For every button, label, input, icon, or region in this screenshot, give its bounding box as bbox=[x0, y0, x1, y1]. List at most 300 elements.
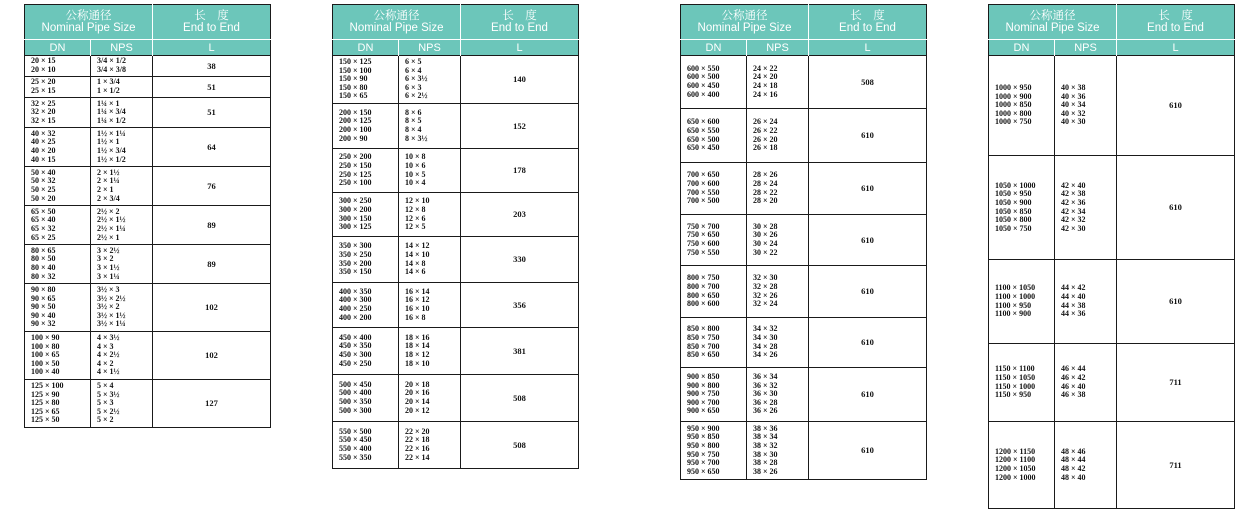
length-cn: 长 度 bbox=[850, 10, 885, 22]
dn-value: 450 × 300 bbox=[339, 350, 372, 359]
nps-value: 48 × 46 bbox=[1061, 446, 1086, 456]
dn-value: 50 × 20 bbox=[31, 193, 56, 203]
dn-value: 550 × 500 bbox=[339, 426, 372, 436]
dn-value: 750 × 550 bbox=[687, 247, 720, 257]
dn-value: 700 × 600 bbox=[687, 178, 720, 188]
dn-value: 400 × 200 bbox=[339, 312, 372, 322]
length-value: 610 bbox=[809, 163, 927, 215]
nominal-size-en: Nominal Pipe Size bbox=[1005, 22, 1100, 34]
nps-value: 38 × 32 bbox=[753, 440, 778, 450]
nps-value: 14 × 12 bbox=[405, 241, 430, 251]
table-row bbox=[333, 104, 579, 149]
table-row bbox=[25, 206, 271, 245]
nps-cell bbox=[399, 56, 461, 104]
dn-value: 80 × 50 bbox=[31, 254, 56, 264]
pipe-size-table-1 bbox=[24, 4, 271, 428]
table-row bbox=[25, 332, 271, 380]
nominal-size-en: Nominal Pipe Size bbox=[349, 22, 444, 34]
pipe-size-table-3 bbox=[680, 4, 927, 480]
nps-value: 44 × 38 bbox=[1061, 300, 1086, 310]
nps-value: 40 × 30 bbox=[1061, 117, 1086, 127]
dn-value: 150 × 65 bbox=[339, 91, 368, 101]
length-value: 610 bbox=[1117, 260, 1235, 344]
dn-value: 1150 × 1100 bbox=[995, 364, 1035, 374]
table-row bbox=[681, 215, 927, 266]
dn-value: 400 × 300 bbox=[339, 295, 372, 305]
nps-cell bbox=[747, 422, 809, 480]
nps-value: 48 × 44 bbox=[1061, 455, 1086, 465]
table-row bbox=[333, 237, 579, 283]
nps-value: 24 × 22 bbox=[753, 63, 778, 73]
dn-value: 500 × 400 bbox=[339, 388, 372, 398]
nps-value: 32 × 28 bbox=[753, 281, 778, 291]
dn-value: 600 × 450 bbox=[687, 81, 720, 90]
end-to-end-header bbox=[809, 5, 927, 40]
dn-cell bbox=[681, 56, 747, 109]
nps-cell bbox=[91, 98, 153, 128]
nps-column-header: NPS bbox=[91, 40, 153, 56]
nps-value: 26 × 18 bbox=[753, 143, 778, 153]
nps-value: 6 × 3 bbox=[405, 82, 422, 92]
nps-value: 5 × 3½ bbox=[97, 389, 120, 399]
dn-cell bbox=[25, 167, 91, 206]
nps-value: 34 × 28 bbox=[753, 341, 778, 351]
dn-cell bbox=[25, 98, 91, 128]
nps-value: 20 × 12 bbox=[405, 405, 430, 415]
nps-value: 8 × 4 bbox=[405, 125, 422, 134]
dn-value: 500 × 300 bbox=[339, 405, 372, 415]
dn-cell bbox=[681, 163, 747, 215]
dn-value: 1000 × 900 bbox=[995, 91, 1032, 101]
nps-value: 12 × 6 bbox=[405, 213, 426, 223]
dn-value: 350 × 250 bbox=[339, 249, 372, 259]
nps-value: 3 × 1½ bbox=[97, 263, 120, 272]
table-row bbox=[333, 283, 579, 328]
dn-value: 125 × 50 bbox=[31, 415, 60, 425]
dn-value: 80 × 40 bbox=[31, 263, 56, 272]
nominal-pipe-size-header bbox=[25, 5, 153, 40]
dn-cell bbox=[681, 266, 747, 318]
dn-cell bbox=[25, 77, 91, 98]
dn-value: 950 × 800 bbox=[687, 440, 720, 450]
dn-value: 100 × 40 bbox=[31, 367, 60, 377]
nps-value: 1½ × 1/2 bbox=[97, 154, 126, 164]
length-en: End to End bbox=[1147, 22, 1204, 34]
nps-value: 16 × 8 bbox=[405, 312, 426, 322]
nps-value: 42 × 34 bbox=[1061, 206, 1086, 216]
dn-value: 200 × 125 bbox=[339, 116, 372, 126]
nps-value: 6 × 2½ bbox=[405, 91, 428, 101]
nps-value: 42 × 32 bbox=[1061, 215, 1086, 225]
table-row bbox=[25, 77, 271, 98]
dn-value: 150 × 100 bbox=[339, 65, 372, 75]
dn-cell bbox=[333, 422, 399, 469]
length-value: 203 bbox=[461, 193, 579, 237]
dn-value: 600 × 400 bbox=[687, 89, 720, 99]
nps-column-header: NPS bbox=[1055, 40, 1117, 56]
nps-value: 14 × 6 bbox=[405, 267, 426, 277]
dn-cell bbox=[25, 380, 91, 428]
dn-value: 65 × 25 bbox=[31, 232, 56, 242]
dn-value: 90 × 40 bbox=[31, 310, 56, 320]
nps-value: 38 × 36 bbox=[753, 423, 778, 433]
nps-value: 42 × 38 bbox=[1061, 189, 1086, 199]
nps-value: 20 × 18 bbox=[405, 379, 430, 389]
nps-value: 3½ × 1¼ bbox=[97, 319, 126, 329]
nominal-size-en: Nominal Pipe Size bbox=[697, 22, 792, 34]
dn-value: 900 × 850 bbox=[687, 372, 720, 382]
nps-value: 38 × 30 bbox=[753, 449, 778, 459]
nps-value: 36 × 26 bbox=[753, 406, 778, 416]
nps-value: 2½ × 1½ bbox=[97, 215, 126, 225]
dn-value: 90 × 80 bbox=[31, 285, 56, 295]
nps-cell bbox=[399, 283, 461, 328]
nps-value: 1½ × 1 bbox=[97, 137, 120, 147]
dn-cell bbox=[681, 422, 747, 480]
dn-cell bbox=[333, 193, 399, 237]
nps-value: 48 × 42 bbox=[1061, 464, 1086, 473]
dn-value: 900 × 650 bbox=[687, 406, 720, 416]
dn-value: 850 × 750 bbox=[687, 332, 720, 342]
nps-value: 3½ × 1½ bbox=[97, 310, 126, 320]
dn-value: 950 × 850 bbox=[687, 432, 720, 442]
dn-cell bbox=[989, 56, 1055, 156]
nps-value: 36 × 30 bbox=[753, 389, 778, 399]
nps-value: 2½ × 1 bbox=[97, 232, 120, 242]
nps-cell bbox=[91, 284, 153, 332]
dn-value: 100 × 50 bbox=[31, 358, 60, 368]
dn-column-header: DN bbox=[681, 40, 747, 56]
nps-value: 20 × 16 bbox=[405, 388, 430, 398]
nps-cell bbox=[747, 109, 809, 163]
nps-value: 32 × 30 bbox=[753, 273, 778, 283]
nps-value: 26 × 20 bbox=[753, 134, 778, 144]
nps-value: 5 × 2½ bbox=[97, 406, 120, 416]
nps-cell bbox=[1055, 260, 1117, 344]
dn-value: 750 × 700 bbox=[687, 221, 720, 231]
length-value: 76 bbox=[153, 167, 271, 206]
table-row bbox=[681, 109, 927, 163]
length-value: 51 bbox=[153, 98, 271, 128]
nps-value: 24 × 16 bbox=[753, 89, 778, 99]
nps-value: 1 × 3/4 bbox=[97, 77, 120, 87]
length-column-header: L bbox=[153, 40, 271, 56]
dn-value: 250 × 150 bbox=[339, 160, 372, 170]
length-value: 711 bbox=[1117, 422, 1235, 509]
dn-value: 650 × 450 bbox=[687, 143, 720, 153]
table-row bbox=[989, 422, 1235, 509]
dn-value: 900 × 750 bbox=[687, 389, 720, 399]
nps-cell bbox=[91, 380, 153, 428]
length-column-header: L bbox=[461, 40, 579, 56]
dn-value: 550 × 400 bbox=[339, 444, 372, 453]
nps-cell bbox=[91, 206, 153, 245]
dn-value: 1050 × 1000 bbox=[995, 180, 1036, 190]
length-value: 711 bbox=[1117, 344, 1235, 422]
dn-value: 650 × 550 bbox=[687, 125, 720, 135]
dn-cell bbox=[681, 368, 747, 422]
nps-value: 30 × 24 bbox=[753, 239, 778, 248]
dn-value: 350 × 300 bbox=[339, 241, 372, 251]
dn-value: 600 × 550 bbox=[687, 63, 720, 73]
nps-value: 36 × 28 bbox=[753, 397, 778, 407]
nps-value: 22 × 14 bbox=[405, 452, 430, 462]
nps-value: 5 × 2 bbox=[97, 415, 114, 425]
nps-value: 42 × 40 bbox=[1061, 180, 1086, 190]
dn-column-header: DN bbox=[989, 40, 1055, 56]
nps-value: 3/4 × 1/2 bbox=[97, 56, 127, 66]
nps-value: 2 × 3/4 bbox=[97, 193, 120, 203]
nps-value: 1¼ × 1/2 bbox=[97, 115, 126, 125]
nps-value: 8 × 5 bbox=[405, 116, 422, 126]
nominal-pipe-size-header bbox=[681, 5, 809, 40]
dn-value: 300 × 150 bbox=[339, 213, 372, 223]
dn-value: 1050 × 850 bbox=[995, 206, 1032, 216]
dn-cell bbox=[333, 237, 399, 283]
nps-value: 4 × 1½ bbox=[97, 367, 120, 377]
nps-value: 44 × 36 bbox=[1061, 309, 1086, 319]
table-row bbox=[989, 56, 1235, 156]
dn-value: 50 × 40 bbox=[31, 167, 56, 177]
nps-value: 1 × 1/2 bbox=[97, 86, 120, 95]
dn-value: 80 × 65 bbox=[31, 245, 56, 255]
dn-value: 20 × 15 bbox=[31, 56, 56, 66]
nps-value: 38 × 26 bbox=[753, 466, 778, 476]
dn-cell bbox=[333, 283, 399, 328]
nps-value: 12 × 5 bbox=[405, 222, 426, 232]
length-value: 89 bbox=[153, 206, 271, 245]
nps-value: 44 × 42 bbox=[1061, 283, 1086, 293]
nps-value: 3 × 2½ bbox=[97, 245, 120, 255]
nps-value: 28 × 26 bbox=[753, 170, 778, 180]
nps-value: 10 × 6 bbox=[405, 160, 426, 170]
table-row bbox=[25, 56, 271, 77]
length-column-header: L bbox=[809, 40, 927, 56]
dn-value: 1100 × 900 bbox=[995, 309, 1032, 319]
nps-cell bbox=[91, 167, 153, 206]
length-en: End to End bbox=[491, 22, 548, 34]
pipe-size-table-2 bbox=[332, 4, 579, 469]
dn-cell bbox=[25, 56, 91, 77]
table-row bbox=[333, 149, 579, 193]
nps-value: 5 × 4 bbox=[97, 381, 114, 391]
dn-value: 65 × 32 bbox=[31, 224, 56, 233]
table-row bbox=[681, 368, 927, 422]
dn-value: 1100 × 1050 bbox=[995, 283, 1036, 293]
nps-value: 34 × 30 bbox=[753, 332, 778, 342]
dn-value: 250 × 100 bbox=[339, 178, 372, 188]
dn-value: 550 × 350 bbox=[339, 452, 372, 462]
dn-value: 40 × 20 bbox=[31, 146, 56, 155]
length-value: 51 bbox=[153, 77, 271, 98]
nps-value: 2½ × 1¼ bbox=[97, 224, 126, 233]
nominal-size-cn: 公称通径 bbox=[721, 10, 768, 22]
dn-value: 1050 × 900 bbox=[995, 197, 1032, 207]
dn-cell bbox=[333, 56, 399, 104]
dn-value: 100 × 80 bbox=[31, 341, 60, 351]
nps-value: 3½ × 3 bbox=[97, 285, 120, 295]
nps-value: 2½ × 2 bbox=[97, 206, 120, 216]
dn-value: 900 × 700 bbox=[687, 397, 720, 407]
nps-value: 46 × 44 bbox=[1061, 364, 1086, 374]
nps-value: 24 × 20 bbox=[753, 72, 778, 82]
nps-cell bbox=[91, 56, 153, 77]
dn-cell bbox=[333, 149, 399, 193]
nps-value: 30 × 26 bbox=[753, 230, 778, 240]
dn-value: 1200 × 1050 bbox=[995, 464, 1036, 473]
nps-value: 12 × 8 bbox=[405, 204, 426, 214]
length-value: 64 bbox=[153, 128, 271, 167]
dn-value: 150 × 125 bbox=[339, 57, 372, 67]
nps-value: 5 × 3 bbox=[97, 398, 114, 408]
dn-value: 450 × 350 bbox=[339, 341, 372, 351]
length-value: 356 bbox=[461, 283, 579, 328]
nps-value: 40 × 36 bbox=[1061, 91, 1086, 101]
nps-cell bbox=[399, 328, 461, 375]
dn-value: 600 × 500 bbox=[687, 72, 720, 82]
length-value: 610 bbox=[1117, 156, 1235, 260]
nps-value: 14 × 10 bbox=[405, 249, 430, 259]
nps-cell bbox=[91, 332, 153, 380]
dn-value: 550 × 450 bbox=[339, 435, 372, 445]
dn-cell bbox=[681, 215, 747, 266]
dn-value: 850 × 700 bbox=[687, 341, 720, 351]
dn-value: 80 × 32 bbox=[31, 271, 56, 281]
dn-value: 250 × 125 bbox=[339, 169, 372, 179]
length-value: 102 bbox=[153, 332, 271, 380]
nominal-pipe-size-header bbox=[989, 5, 1117, 40]
nps-value: 3½ × 2 bbox=[97, 302, 120, 312]
dn-cell bbox=[989, 260, 1055, 344]
table-row bbox=[333, 328, 579, 375]
nps-value: 16 × 10 bbox=[405, 304, 430, 313]
nps-value: 2 × 1½ bbox=[97, 167, 120, 177]
dn-cell bbox=[989, 422, 1055, 509]
dn-cell bbox=[25, 332, 91, 380]
nps-value: 26 × 22 bbox=[753, 125, 778, 135]
nominal-size-en: Nominal Pipe Size bbox=[41, 22, 136, 34]
dn-value: 32 × 20 bbox=[31, 107, 56, 117]
length-cn: 长 度 bbox=[194, 10, 229, 22]
dn-value: 90 × 32 bbox=[31, 319, 56, 329]
dn-value: 40 × 32 bbox=[31, 128, 56, 138]
dn-value: 1000 × 800 bbox=[995, 108, 1032, 118]
nps-value: 36 × 32 bbox=[753, 380, 778, 390]
dn-value: 125 × 65 bbox=[31, 406, 60, 416]
end-to-end-header bbox=[461, 5, 579, 40]
nps-value: 3½ × 2½ bbox=[97, 293, 126, 303]
length-value: 89 bbox=[153, 245, 271, 284]
table-row bbox=[25, 167, 271, 206]
length-value: 610 bbox=[809, 422, 927, 480]
nps-cell bbox=[747, 215, 809, 266]
nps-value: 18 × 16 bbox=[405, 332, 430, 342]
length-value: 178 bbox=[461, 149, 579, 193]
nps-value: 22 × 20 bbox=[405, 426, 430, 436]
dn-value: 800 × 600 bbox=[687, 299, 720, 309]
dn-value: 400 × 250 bbox=[339, 304, 372, 313]
nps-cell bbox=[747, 163, 809, 215]
nps-value: 28 × 22 bbox=[753, 187, 778, 197]
nps-value: 6 × 3½ bbox=[405, 74, 428, 84]
nps-column-header: NPS bbox=[747, 40, 809, 56]
nps-value: 3/4 × 3/8 bbox=[97, 65, 127, 74]
nps-cell bbox=[747, 318, 809, 368]
dn-value: 500 × 350 bbox=[339, 397, 372, 406]
length-value: 508 bbox=[461, 422, 579, 469]
dn-value: 1100 × 950 bbox=[995, 300, 1032, 310]
nominal-size-cn: 公称通径 bbox=[65, 10, 112, 22]
nps-column-header: NPS bbox=[399, 40, 461, 56]
nps-cell bbox=[1055, 422, 1117, 509]
dn-value: 950 × 750 bbox=[687, 449, 720, 459]
nps-value: 32 × 24 bbox=[753, 299, 778, 309]
dn-value: 650 × 500 bbox=[687, 134, 720, 144]
dn-value: 40 × 15 bbox=[31, 154, 56, 164]
table-row bbox=[989, 344, 1235, 422]
dn-value: 300 × 200 bbox=[339, 204, 372, 214]
length-value: 140 bbox=[461, 56, 579, 104]
dn-value: 65 × 50 bbox=[31, 206, 56, 216]
dn-value: 400 × 350 bbox=[339, 286, 372, 296]
dn-value: 950 × 650 bbox=[687, 466, 720, 476]
dn-cell bbox=[681, 318, 747, 368]
nps-cell bbox=[747, 56, 809, 109]
dn-cell bbox=[333, 328, 399, 375]
table-row bbox=[681, 318, 927, 368]
dn-value: 90 × 50 bbox=[31, 302, 56, 312]
dn-value: 200 × 100 bbox=[339, 125, 372, 134]
nps-value: 18 × 12 bbox=[405, 350, 430, 359]
table-row bbox=[333, 56, 579, 104]
dn-value: 750 × 650 bbox=[687, 230, 720, 240]
length-cn: 长 度 bbox=[1158, 10, 1193, 22]
dn-value: 650 × 600 bbox=[687, 117, 720, 127]
dn-cell bbox=[25, 284, 91, 332]
nps-value: 46 × 42 bbox=[1061, 372, 1086, 382]
length-cn: 长 度 bbox=[502, 10, 537, 22]
dn-cell bbox=[989, 156, 1055, 260]
dn-value: 150 × 80 bbox=[339, 82, 368, 92]
nps-cell bbox=[91, 77, 153, 98]
pipe-size-table-4 bbox=[988, 4, 1235, 509]
nps-value: 6 × 4 bbox=[405, 65, 422, 75]
dn-value: 800 × 750 bbox=[687, 273, 720, 283]
dn-cell bbox=[25, 206, 91, 245]
dn-value: 1000 × 750 bbox=[995, 117, 1032, 127]
dn-value: 850 × 650 bbox=[687, 350, 720, 360]
nps-value: 32 × 26 bbox=[753, 290, 778, 300]
dn-value: 800 × 700 bbox=[687, 281, 720, 291]
nps-value: 4 × 2 bbox=[97, 358, 114, 368]
dn-value: 1000 × 850 bbox=[995, 100, 1032, 110]
dn-value: 1200 × 1100 bbox=[995, 455, 1036, 465]
dn-value: 950 × 700 bbox=[687, 458, 720, 468]
dn-value: 1050 × 750 bbox=[995, 223, 1032, 233]
nps-cell bbox=[399, 375, 461, 422]
dn-column-header: DN bbox=[25, 40, 91, 56]
length-value: 610 bbox=[809, 266, 927, 318]
length-value: 330 bbox=[461, 237, 579, 283]
dn-value: 500 × 450 bbox=[339, 379, 372, 389]
dn-value: 125 × 100 bbox=[31, 381, 64, 391]
dn-cell bbox=[681, 109, 747, 163]
length-value: 508 bbox=[461, 375, 579, 422]
nps-value: 28 × 24 bbox=[753, 178, 778, 188]
nominal-size-cn: 公称通径 bbox=[1029, 10, 1076, 22]
nps-value: 36 × 34 bbox=[753, 372, 778, 382]
dn-value: 450 × 250 bbox=[339, 358, 372, 368]
